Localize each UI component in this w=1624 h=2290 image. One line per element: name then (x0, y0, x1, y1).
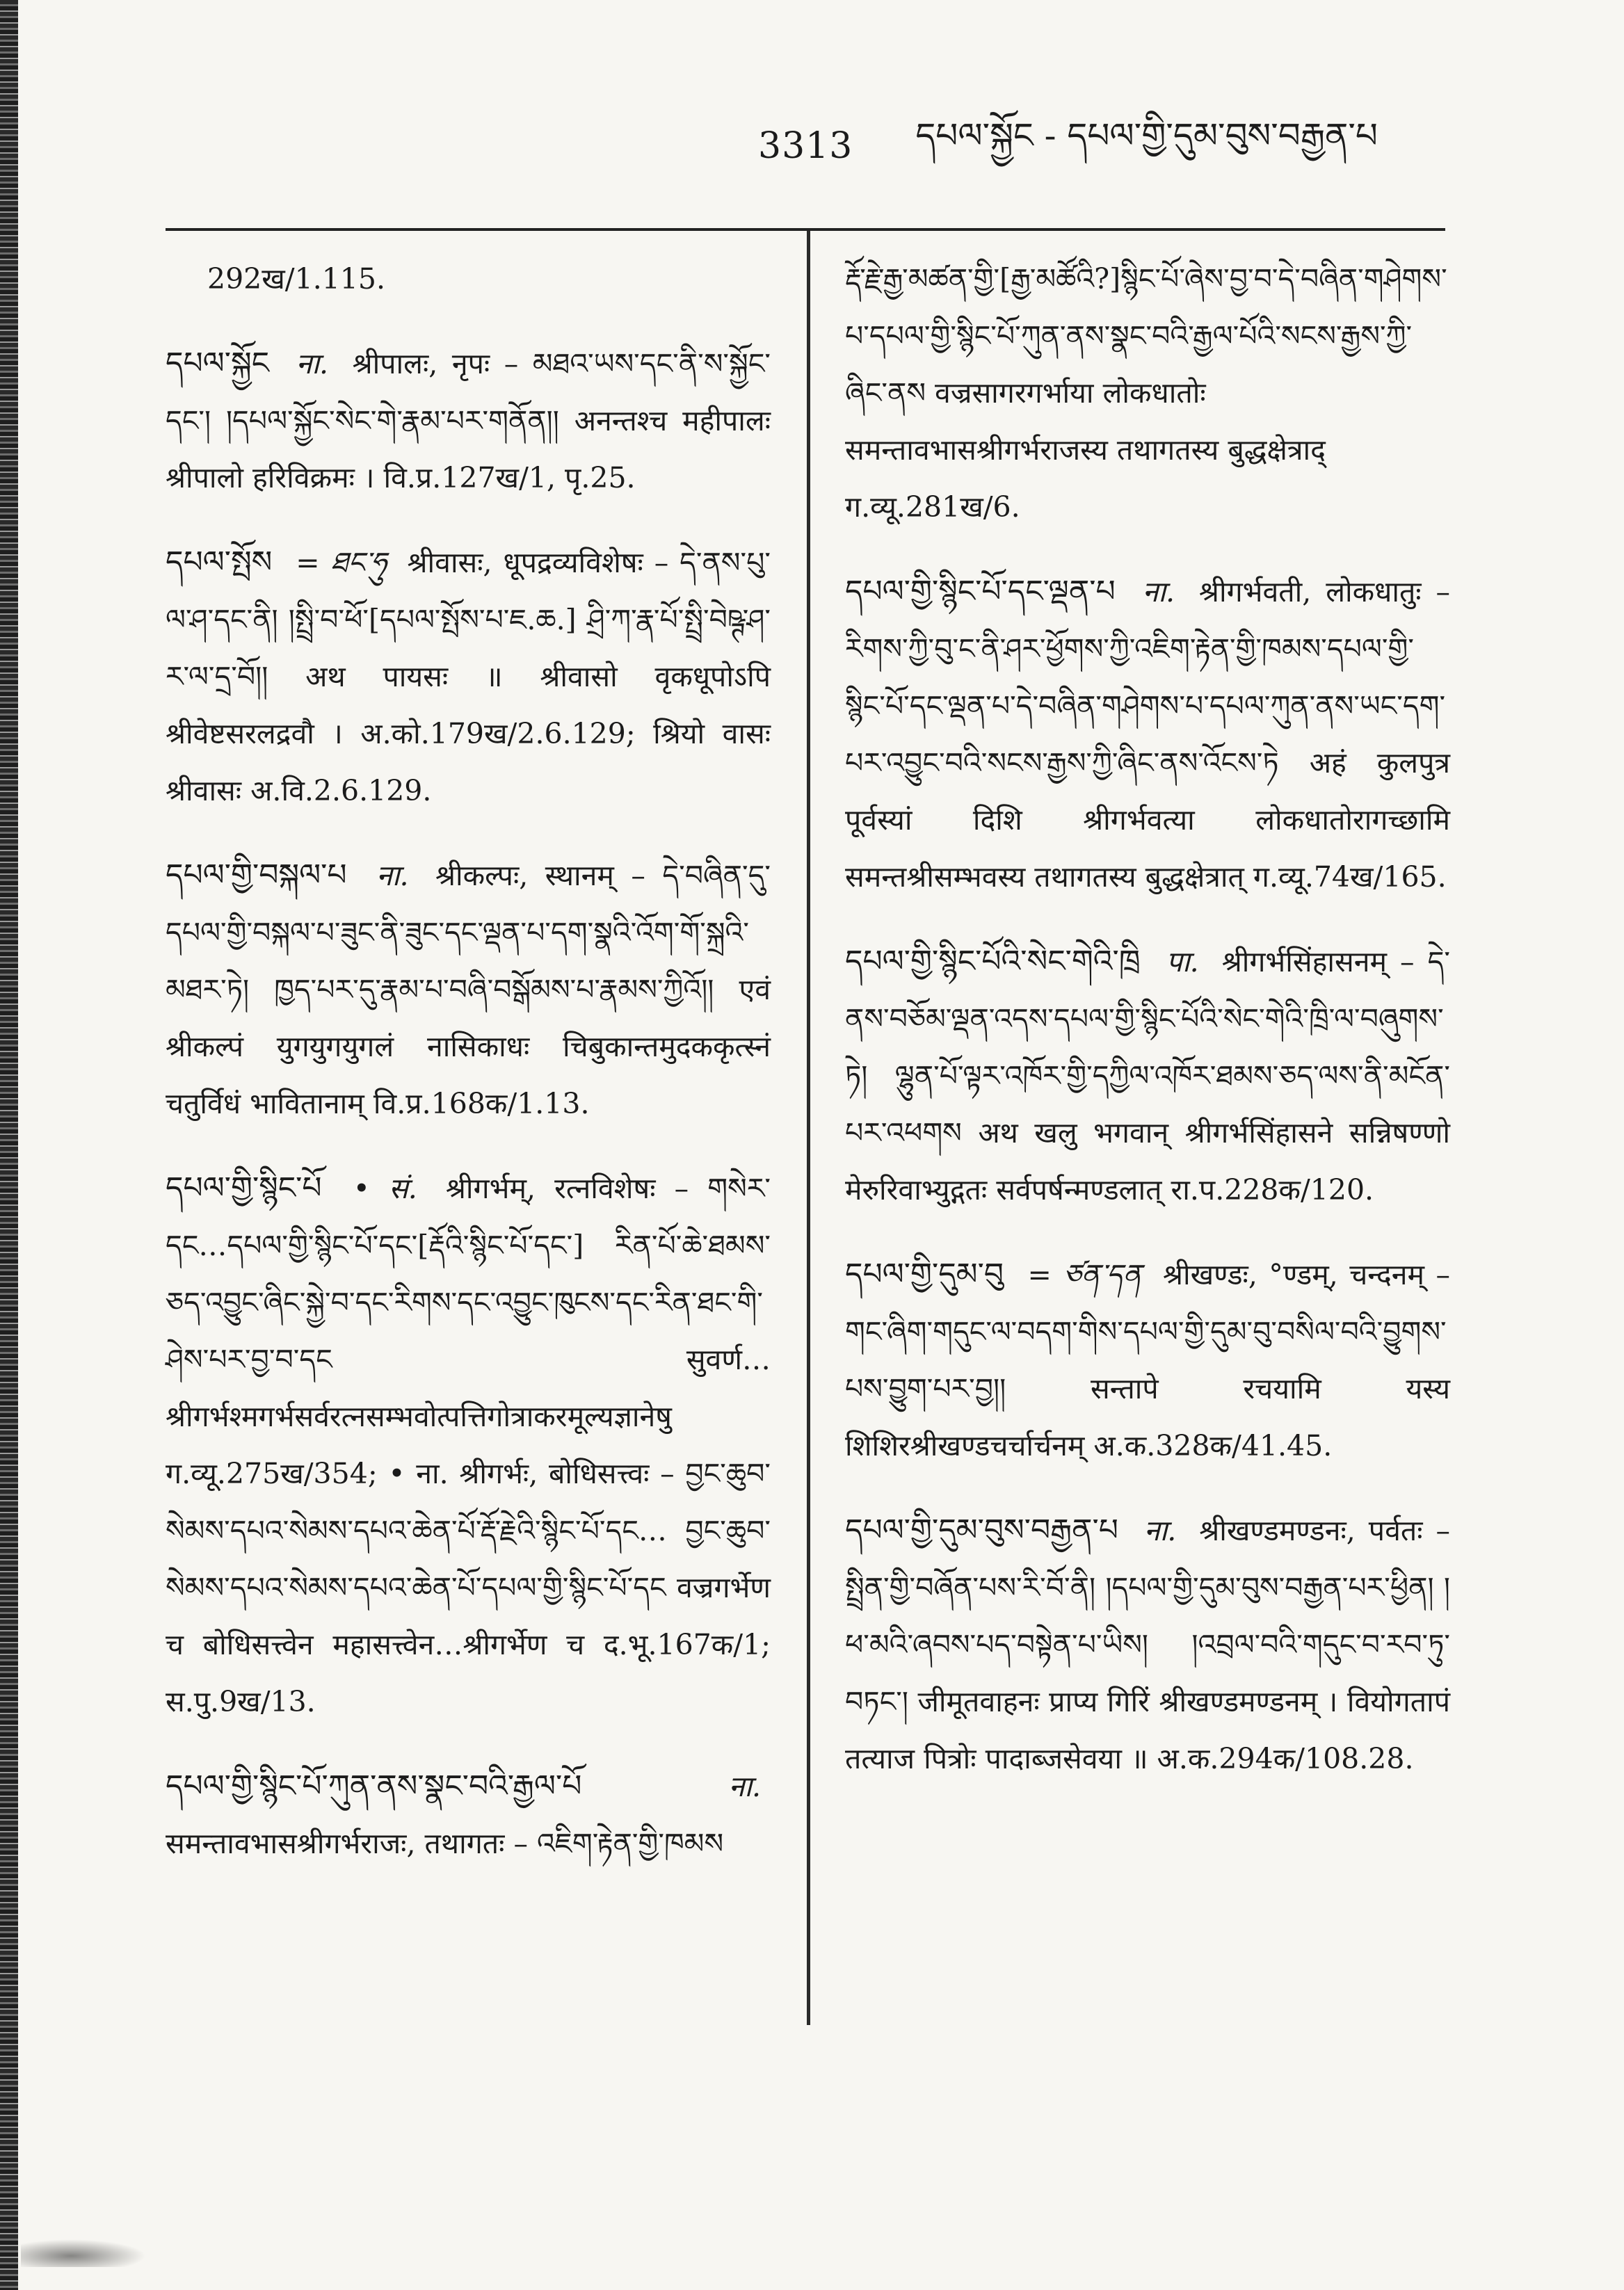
entry-headword: དཔལ་གྱི་སྙིང་པོ (166, 1170, 322, 1206)
book-binding-edge (0, 0, 18, 2290)
entry-body: श्रीगर्भवती, लोकधातुः – རིགས་ཀྱི་བུ་ང་ནི་ཤར་ཕྱོགས་ཀྱི་འཇིག་རྟེན་གྱི་ཁམས་དཔལ་གྱི་སྙིང་པོ་དང་ལྡན་པ་དེ་བཞིན་གཤེགས་པ་དཔལ་ཀུན་ནས་ཡང་དག་པར་འབྱུང་བའི་སངས་རྒྱས་ཀྱི་ཞིང་ནས་འོངས་ཏེ अहं कुलपुत्र पूर्वस्यां दिशि श्रीगर्भवत्या लोकधातोरागच्छामि समन्तश्रीसम्भवस्य तथागतस्य बुद्धक्षेत्रात् ग.व्यू.74ख/165. (845, 575, 1450, 894)
dictionary-entry (845, 933, 1450, 1218)
entry-abbreviation: पा. (1166, 945, 1199, 978)
entry-body: श्रीपालः, नृपः – མཐའ་ཡས་དང་ནི་ས་སྐྱོང་དང་། །དཔལ་སྐྱོང་སེང་གེ་རྣམ་པར་གནོན།། अनन्तश्च महीपालः श्रीपालो हरिविक्रमः । वि.प्र.127ख/1, पृ.25. (166, 347, 771, 494)
left-column (166, 250, 771, 1900)
entry-headword: དཔལ་གྱི་སྙིང་པོ་ཀུན་ནས་སྣང་བའི་རྒྱལ་པོ (166, 1768, 582, 1804)
dictionary-entry (166, 1758, 771, 1872)
entry-headword: དཔལ་གྱི་བསྐལ་པ (166, 857, 347, 893)
continuation-text: རྡོ་རྗེ་རྒྱ་མཚན་གྱི་[རྒྱ་མཚོའི?]སྙིང་པོ་ཞེས་བྱ་བ་དེ་བཞིན་གཤེགས་པ་དཔལ་གྱི་སྙིང་པོ་ཀུན་ནས་སྣང་བའི་རྒྱལ་པོའི་སངས་རྒྱས་ཀྱི་ཞིང་ནས वज्रसागरगर्भाया लोकधातोः समन्तावभासश्रीगर्भराजस्य तथागतस्य बुद्धक्षेत्राद् ग.व्यू.281ख/6. (845, 262, 1447, 524)
dictionary-entry (845, 563, 1450, 905)
entry-headword: དཔལ་གྱི་དུམ་བུ (845, 1257, 1004, 1292)
dictionary-entry (166, 1160, 771, 1730)
dictionary-entry (166, 534, 771, 819)
dictionary-entry (845, 1246, 1450, 1474)
entry-abbreviation: • सं. (353, 1172, 417, 1205)
entry-headword: དཔལ་སྐྱོང (166, 346, 270, 381)
entry-body: श्रीकल्पः, स्थानम् – དེ་བཞིན་དུ་དཔལ་གྱི་བསྐལ་པ་ཟུང་ནི་ཟུང་དང་ལྡན་པ་དག་སྣའི་འོག་གོ་སྐྲའི་མཐར་ཏེ། ཁྱད་པར་དུ་རྣམ་པ་བཞི་བསྒོམས་པ་རྣམས་ཀྱིའོ།། एवं श्रीकल्पं युगयुगयुगलं नासिकाधः चिबुकान्तमुदककृत्स्नं चतुर्विधं भावितानाम् वि.प्र.168क/1.13. (166, 859, 771, 1120)
entry-abbreviation: ना. (728, 1770, 761, 1803)
entry-body: श्रीवासः, धूपद्रव्यविशेषः – དེ་ནས་པུ་ལ་ཤ་དང་ནི། །སྤྲི་བ་ཕོ་[དཔལ་སྤོས་པ་ཇ.ཆ.] ཤྲི་ཀ་རྣ་པོ་སྤྲི་བེཥྚ་ཤ་ར་ལ་དྲ་བོ།། अथ पायसः ॥ श्रीवासो वृकधूपोऽपि श्रीवेष्टसरलद्रवौ । अ.को.179ख/2.6.129; श्रियो वासः श्रीवासः अ.वि.2.6.129. (166, 546, 771, 807)
entry-abbreviation: ना. (296, 347, 329, 380)
running-header (758, 104, 1419, 188)
entry-headword: དཔལ་གྱི་སྙིང་པོའི་སེང་གེའི་ཁྲི (845, 944, 1141, 979)
scan-smudge (21, 2239, 146, 2267)
entry-headword: དཔལ་གྱི་སྙིང་པོ་དང་ལྡན་པ (845, 574, 1116, 609)
entry-abbreviation: = ཙན་དན (1027, 1258, 1142, 1291)
entry-abbreviation: ना. (1143, 1514, 1177, 1547)
entry-abbreviation: = ཐང་ཧུ (296, 546, 387, 579)
entry-headword: དཔལ་གྱི་དུམ་བུས་བརྒྱན་པ (845, 1513, 1118, 1548)
entry-body: समन्तावभासश्रीगर्भराजः, तथागतः – འཇིག་རྟེན་གྱི་ཁམས (166, 1827, 724, 1860)
entry-abbreviation: ना. (1142, 575, 1175, 608)
entry-body: श्रीखण्डः, °ण्डम्, चन्दनम् – གང་ཞིག་གདུང་ལ་བདག་གིས་དཔལ་གྱི་དུམ་བུ་བསིལ་བའི་བྱུགས་པས་བྱུག་པར་བྱ།། सन्तापे रचयामि यस्य शिशिरश्रीखण्डचर्चार्चनम् अ.क.328क/41.45. (845, 1258, 1450, 1462)
entry-headword: དཔལ་སྤོས (166, 545, 273, 580)
dictionary-entry (845, 1502, 1450, 1787)
entry-abbreviation: ना. (376, 859, 409, 892)
entry-body: श्रीगर्भसिंहासनम् – དེ་ནས་བཅོམ་ལྡན་འདས་དཔལ་གྱི་སྙིང་པོའི་སེང་གེའི་ཁྲི་ལ་བཞུགས་ཏེ། ལྷུན་པོ་ལྟར་འཁོར་གྱི་དཀྱིལ་འཁོར་ཐམས་ཅད་ལས་ནི་མངོན་པར་འཕགས अथ खलु भगवान् श्रीगर्भसिंहासने सन्निषण्णो मेरुरिवाभ्युद्गतः सर्वपर्षन्मण्डलात् रा.प.228क/120. (845, 945, 1450, 1207)
entry-body: श्रीखण्डमण्डनः, पर्वतः – སྤྲིན་གྱི་བཞོན་པས་རི་བོ་ནི། །དཔལ་གྱི་དུམ་བུས་བརྒྱན་པར་ཕྱིན། །ཕ་མའི་ཞབས་པད་བསྟེན་པ་ཡིས། །འབྲལ་བའི་གདུང་བ་རབ་ཏུ་བཏང་། जीमूतवाहनः प्राप्य गिरिं श्रीखण्डमण्डनम् । वियोगतापं तत्याज पित्रोः पादाब्जसेवया ॥ अ.क.294क/108.28. (845, 1514, 1450, 1775)
dictionary-entry (166, 335, 771, 506)
column-divider (807, 231, 810, 2025)
header-rule (166, 228, 1445, 231)
right-column (845, 250, 1450, 1815)
dictionary-entry (166, 847, 771, 1132)
page-number: 3313 (758, 125, 853, 167)
headword-range: དཔལ་སྐྱོང - དཔལ་གྱི་དུམ་བུས་བརྒྱན་པ (915, 115, 1378, 156)
entry-body: श्रीगर्भम्, रत्नविशेषः – གསེར་དང…དཔལ་གྱི་སྙིང་པོ་དང་[རྡོའི་སྙིང་པོ་དང་] རིན་པོ་ཆེ་ཐམས་ཅད་འབྱུང་ཞིང་སྐྱེ་བ་དང་རིགས་དང་འབྱུང་ཁུངས་དང་རིན་ཐང་གི་ཤེས་པར་བྱ་བ་དང सुवर्ण…श्रीगर्भश्मगर्भसर्वरत्नसम्भवोत्पत्तिगोत्राकरमूल्यज्ञानेषु ग.व्यू.275ख/354; • ना. श्रीगर्भः, बोधिसत्त्वः – བྱང་ཆུབ་སེམས་དཔའ་སེམས་དཔའ་ཆེན་པོ་རྡོ་རྗེའི་སྙིང་པོ་དང… བྱང་ཆུབ་སེམས་དཔའ་སེམས་དཔའ་ཆེན་པོ་དཔལ་གྱི་སྙིང་པོ་དང वज्रगर्भेण च बोधिसत्त्वेन महासत्त्वेन…श्रीगर्भेण च द.भू.167क/1; स.पु.9ख/13. (166, 1172, 771, 1718)
continuation-text: 292ख/1.115. (207, 262, 386, 296)
